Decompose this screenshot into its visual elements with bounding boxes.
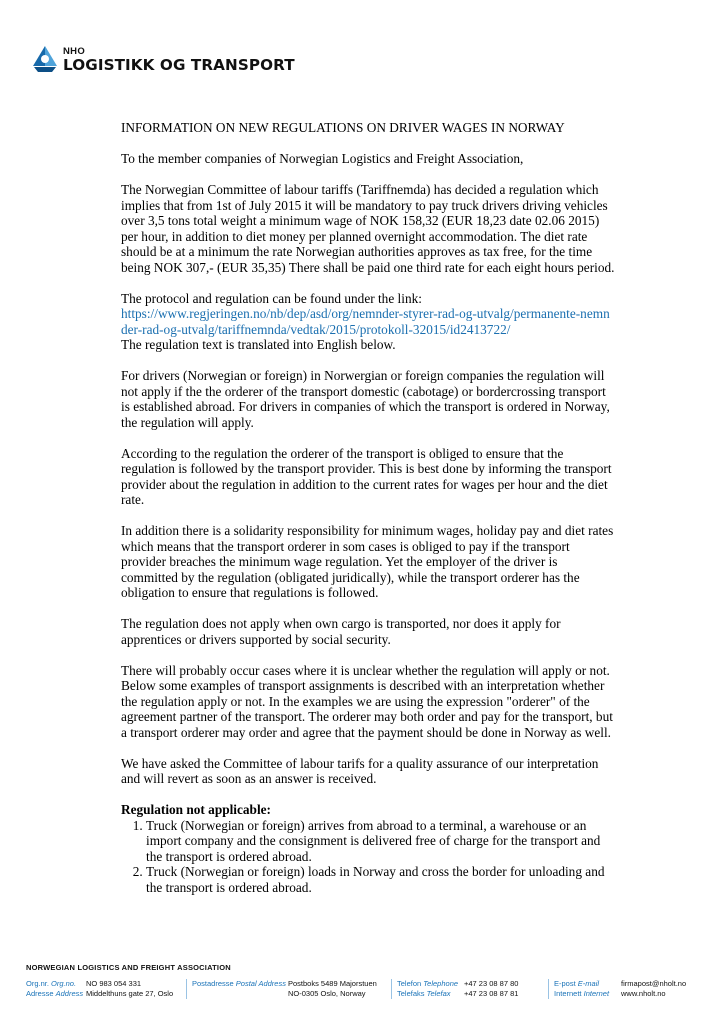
orgnr-label-en: Org.no. (51, 979, 77, 988)
paragraph-exemptions: The regulation does not apply when own cargo is transported, nor does it apply for apprentices or drivers supported by social security. (121, 616, 561, 647)
paragraph-orderer: According to the regulation the orderer of the transport is obliged to ensure that the regulation is followed by the transport provider. This is best done by informing the transport provider about the regulation in addition to the current rates for wages per hour and the diet rate. (121, 445, 612, 507)
footer-divider (391, 979, 392, 999)
footer-phone-labels (397, 979, 458, 999)
list-item: 2. Truck (Norwegian or foreign) loads in Norway and cross the border for unloading and the transport is ordered abroad. (146, 864, 616, 895)
web-label: Internett (554, 989, 582, 998)
paragraph-protocol (121, 291, 616, 353)
fax-label: Telefaks (397, 989, 425, 998)
paragraph-drivers: For drivers (Norwegian or foreign) in Norwergian or foreign companies the regulation will not apply if the the orderer of the transport domestic (cabotage) or bordercrossing transport is established abroad. For drivers in companies of which the transport is ordered in Norway, the regulation will apply. (121, 368, 610, 430)
logo-main-text: LOGISTIKK OG TRANSPORT (63, 56, 295, 74)
footer-divider (186, 979, 187, 999)
email-label-en: E-mail (577, 979, 600, 988)
web-value[interactable]: www.nholt.no (621, 989, 666, 998)
nho-logo-mark-icon (30, 44, 60, 74)
postal-label: Postadresse (192, 979, 234, 988)
phone-value: +47 23 08 87 80 (464, 979, 519, 988)
footer-phone-values (464, 979, 518, 999)
list-item: 1. Truck (Norwegian or foreign) arrives from abroad to a terminal, a warehouse or an import company and the consignment is delivered free of charge for the transport and the transport is ordered abroad. (146, 818, 616, 865)
fax-value: +47 23 08 87 81 (464, 989, 519, 998)
orgnr-label: Org.nr. (26, 979, 49, 988)
postal-label-en: Postal Address (235, 979, 286, 988)
address-label: Adresse (26, 989, 54, 998)
protocol-outro: The regulation text is translated into English below. (121, 337, 396, 352)
paragraph-examples: There will probably occur cases where it is unclear whether the regulation will apply or not. Below some examples of transport assignments is described with an interpretation whether the regulation apply or not. In the examples we are using the expression "orderer" of the agreement partner of the transport. The orderer may both order and pay for the transport, but a transport orderer may order and agree that the payment should be done in Norway as well. (121, 662, 613, 740)
orgnr-value: NO 983 054 331 (86, 979, 142, 988)
postal-line1: Postboks 5489 Majorstuen (288, 979, 377, 988)
address-value: Middelthuns gate 27, Oslo (86, 989, 174, 998)
footer-postal-label (192, 979, 286, 989)
address-label-en: Address (55, 989, 84, 998)
document-title: INFORMATION ON NEW REGULATIONS ON DRIVER WAGES IN NORWAY (121, 120, 565, 135)
logo-small-text: NHO (63, 46, 86, 57)
letter-body (121, 120, 616, 895)
greeting: To the member companies of Norwegian Logistics and Freight Association, (121, 151, 524, 166)
subheading-not-applicable: Regulation not applicable: (121, 802, 271, 817)
protocol-intro: The protocol and regulation can be found under the link: (121, 290, 422, 306)
footer-postal-values (288, 979, 377, 999)
email-value[interactable]: firmapost@nholt.no (621, 979, 687, 988)
phone-label: Telefon (397, 979, 422, 988)
paragraph-regulation: The Norwegian Committee of labour tariffs (Tariffnemda) has decided a regulation which implies that from 1st of July 2015 it will be mandatory to pay truck drivers driving vehicles over 3,5 tons total weight a minimum wage of NOK 158,32 (EUR 18,23 date 02.06 2015) per hour, in addition to diet money per planned overnight accommodation. The diet rate should be at a minimum the rate Norwegian authorities approves as tax free, for the time being NOK 307,- (EUR 35,35) There shall be paid one third rate for each eight hours period. (121, 182, 615, 275)
fax-label-en: Telefax (426, 989, 451, 998)
nho-logo (30, 44, 295, 78)
footer-values-col (86, 979, 173, 999)
footer-web-values (621, 979, 686, 999)
protocol-link[interactable]: https://www.regjeringen.no/nb/dep/asd/org/nemnder-styrer-rad-og-utvalg/permanente-nemnder-rad-og-utvalg/tariffnemnda/vedtak/2015/protokoll-32015/id2413722/ (121, 306, 610, 337)
footer-labels-col (26, 979, 83, 999)
footer-org-name: NORWEGIAN LOGISTICS AND FREIGHT ASSOCIATION (26, 963, 231, 972)
phone-label-en: Telephone (423, 979, 459, 988)
email-label: E-post (554, 979, 576, 988)
web-label-en: Internet (583, 989, 610, 998)
paragraph-solidarity: In addition there is a solidarity responsibility for minimum wages, holiday pay and diet rates which means that the transport orderer in som cases is obliged to pay if the transport provider breaches the minimum wage regulation. Yet the employer of the driver is committed by the regulation (obligated juridically), while the transport orderer has the obligation to ensure that regulations is followed. (121, 523, 614, 600)
paragraph-quality-assurance: We have asked the Committee of labour tarifs for a quality assurance of our interpretation and will revert as soon as an answer is received. (121, 755, 599, 786)
examples-list (121, 818, 616, 896)
postal-line2: NO-0305 Oslo, Norway (288, 989, 366, 998)
footer-web-labels (554, 979, 609, 999)
footer-divider (548, 979, 549, 999)
